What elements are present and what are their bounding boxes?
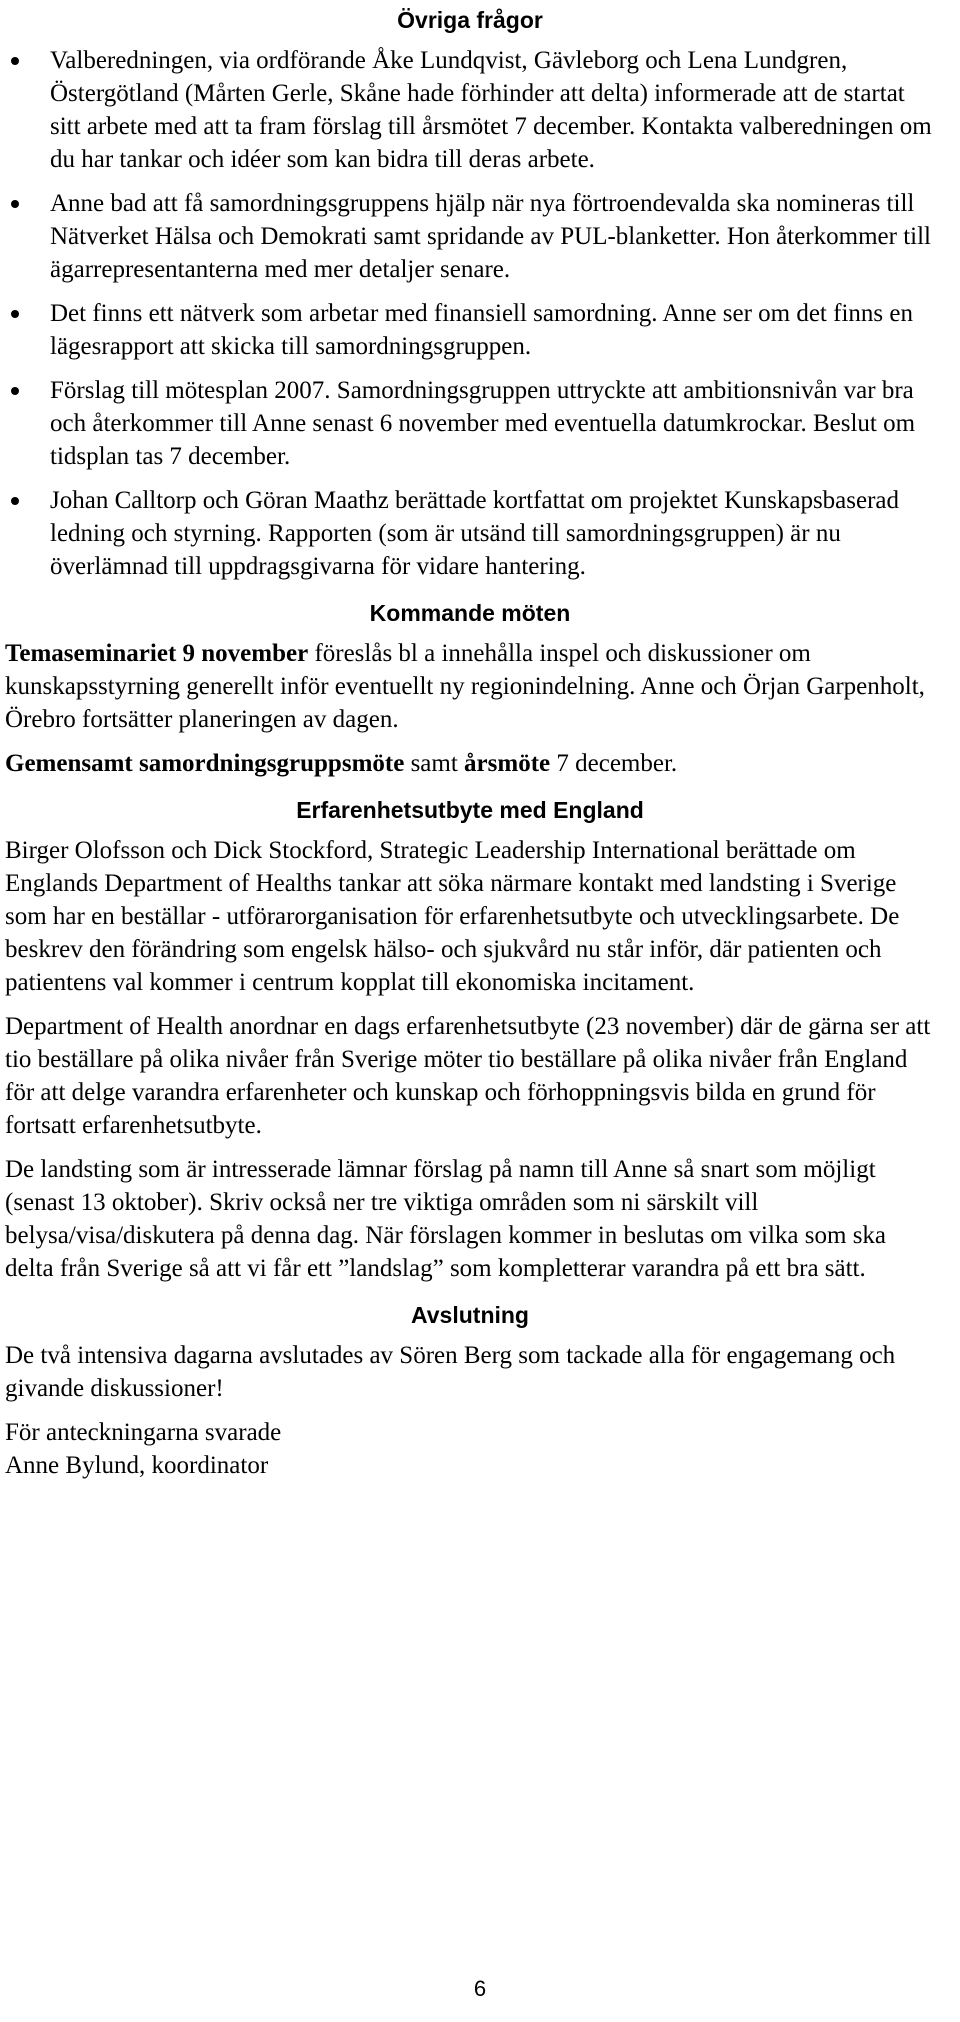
- signature-line-1: För anteckningarna svarade: [5, 1419, 282, 1446]
- arsmote-text: 7 december.: [550, 750, 678, 777]
- temaseminariet-paragraph: [5, 637, 935, 736]
- samordningsgruppsmote-bold: Gemensamt samordningsgruppsmöte: [5, 750, 405, 777]
- heading-erfarenhetsutbyte: Erfarenhetsutbyte med England: [296, 797, 644, 823]
- list-item: [5, 44, 935, 176]
- erfarenhet-paragraph-1: Birger Olofsson och Dick Stockford, Strategic Leadership International berättade om Englands Department of Healths tankar att söka närmare kontakt med landsting i Sverige som har en beställar - utförarorganisation för erfarenhetsutbyte och utvecklingsarbete. De beskrev den förändring som engelsk hälso- och sjukvård nu står inför, där patienten och patientens val kommer i centrum kopplat till ekonomiska incitament.: [5, 837, 900, 996]
- list-item: [5, 484, 935, 583]
- list-item: [5, 374, 935, 473]
- heading-kommande-moten: Kommande möten: [369, 600, 571, 626]
- list-item: [5, 297, 935, 363]
- erfarenhet-paragraph-2: Department of Health anordnar en dags erfarenhetsutbyte (23 november) där de gärna ser att tio beställare på olika nivåer från Sverige möter tio beställare på olika nivåer från England för att delge varandra erfarenheter och kunskap och förhoppningsvis bilda en grund för fortsatt erfarenhetsutbyte.: [5, 1013, 931, 1139]
- ovriga-bullet-list: [5, 44, 935, 583]
- bullet-icon: [11, 57, 19, 65]
- samordningsgruppsmote-mid: samt: [404, 750, 465, 777]
- bullet-text: Johan Calltorp och Göran Maathz berättade kortfattat om projektet Kunskapsbaserad ledning och styrning. Rapporten (som är utsänd till samordningsgruppen) är nu överlämnad till uppdragsgivarna för vidare hantering.: [50, 487, 900, 580]
- samordningsgruppsmote-paragraph: [5, 747, 935, 780]
- heading-ovriga-fragor: Övriga frågor: [397, 7, 543, 33]
- page-number: 6: [473, 1976, 487, 2001]
- temaseminariet-text: föreslås bl a innehålla inspel och diskussioner om kunskapsstyrning generellt inför eventuellt ny regionindelning. Anne och Örjan Garpenholt, Örebro fortsätter planeringen av dagen.: [5, 640, 925, 733]
- arsmote-bold: årsmöte: [464, 750, 551, 777]
- temaseminariet-bold: Temaseminariet 9 november: [5, 640, 309, 667]
- page-content: [5, 0, 935, 1482]
- avslutning-paragraph: De två intensiva dagarna avslutades av Sören Berg som tackade alla för engagemang och givande diskussioner!: [5, 1342, 896, 1402]
- heading-avslutning: Avslutning: [411, 1302, 529, 1328]
- bullet-text: Valberedningen, via ordförande Åke Lundqvist, Gävleborg och Lena Lundgren, Östergötland (Mårten Gerle, Skåne hade förhinder att delta) informerade att de startat sitt arbete med att ta fram förslag till årsmötet 7 december. Kontakta valberedningen om du har tankar och idéer som kan bidra till deras arbete.: [50, 47, 932, 173]
- bullet-text: Förslag till mötesplan 2007. Samordningsgruppen uttryckte att ambitionsnivån var bra och återkommer till Anne senast 6 november med eventuella datumkrockar. Beslut om tidsplan tas 7 december.: [50, 377, 916, 470]
- bullet-icon: [11, 200, 19, 208]
- signature-block: [5, 1416, 935, 1482]
- bullet-text: Anne bad att få samordningsgruppens hjälp när nya förtroendevalda ska nomineras till Nätverket Hälsa och Demokrati samt spridande av PUL-blanketter. Hon återkommer till ägarrepresentanterna med mer detaljer senare.: [50, 190, 931, 283]
- signature-line-2: Anne Bylund, koordinator: [5, 1452, 269, 1479]
- bullet-icon: [11, 497, 19, 505]
- bullet-icon: [11, 387, 19, 395]
- list-item: [5, 187, 935, 286]
- erfarenhet-paragraph-3: De landsting som är intresserade lämnar förslag på namn till Anne så snart som möjligt (senast 13 oktober). Skriv också ner tre viktiga områden som ni särskilt vill belysa/visa/diskutera på denna dag. När förslagen kommer in beslutas om vilka som ska delta från Sverige så att vi får ett ”landslag” som kompletterar varandra på ett bra sätt.: [5, 1156, 887, 1282]
- bullet-text: Det finns ett nätverk som arbetar med finansiell samordning. Anne ser om det finns en lägesrapport att skicka till samordningsgruppen.: [50, 300, 913, 360]
- bullet-icon: [11, 310, 19, 318]
